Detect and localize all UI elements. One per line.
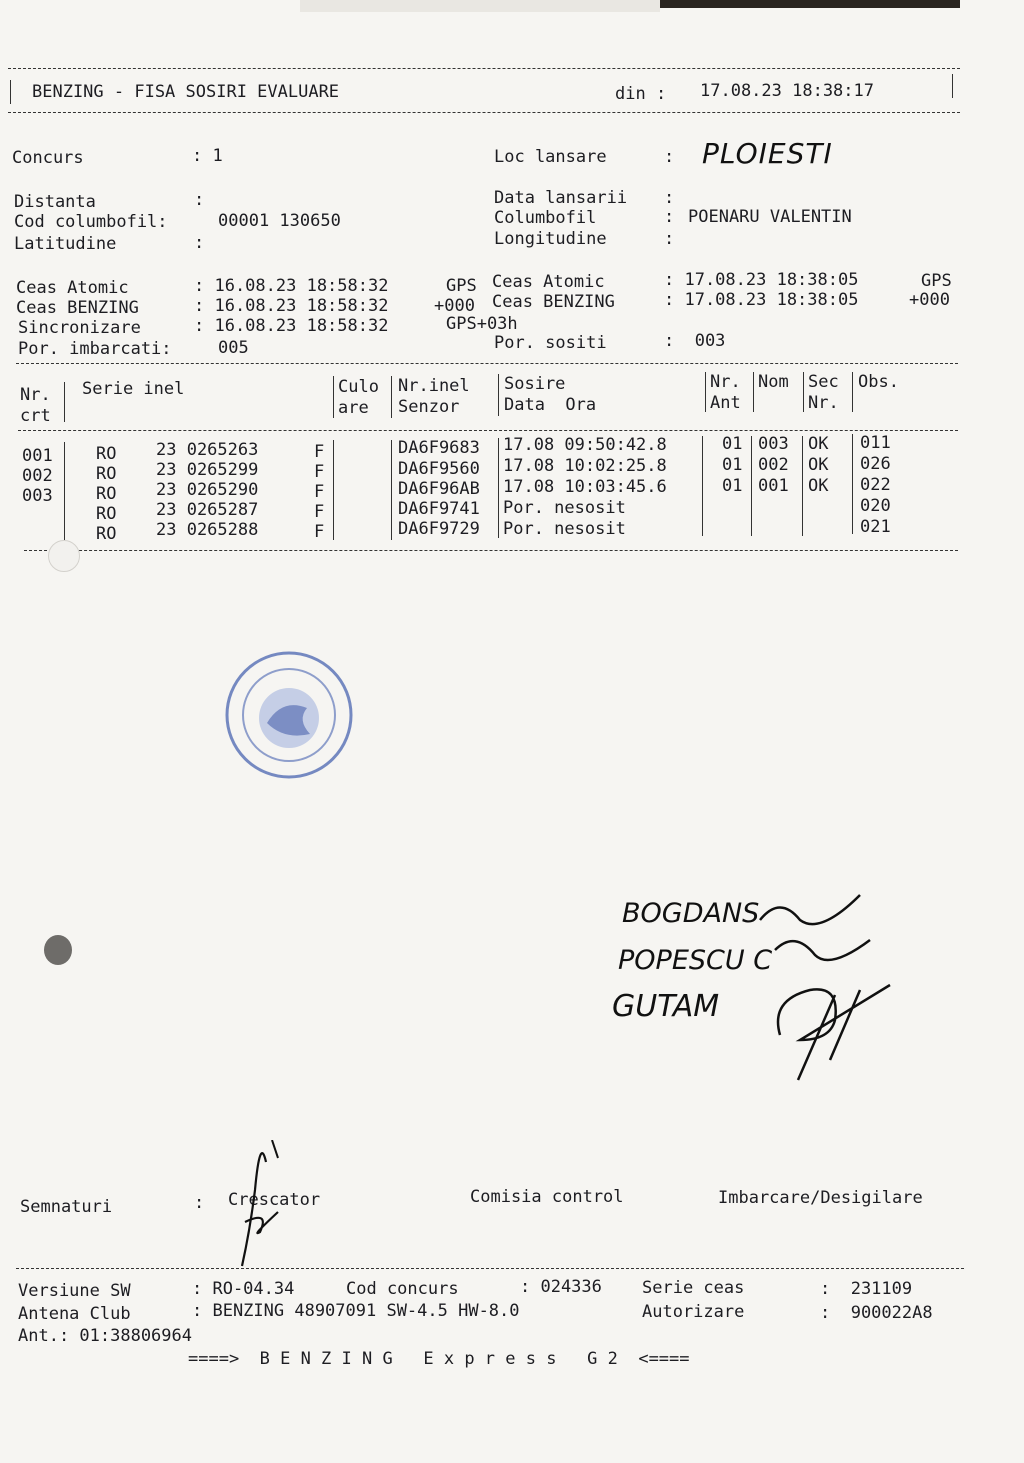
club-stamp: [222, 648, 356, 782]
semnaturi-label: Semnaturi: [20, 1197, 113, 1217]
row-sec: OK: [808, 476, 829, 496]
footer-rule: [16, 1268, 964, 1269]
clock-right-value-1: : 17.08.23 18:38:05: [664, 290, 859, 310]
col-head-data-ora: Data Ora: [504, 395, 597, 415]
header-top-rule: [8, 68, 960, 69]
columbofil-value: POENARU VALENTIN: [688, 207, 852, 227]
distanta-value: :: [194, 190, 205, 210]
head-sep-7: [803, 372, 804, 412]
row-sosire: 17.08 10:03:45.6: [503, 477, 667, 497]
crt-number: 003: [22, 486, 53, 506]
comisia-control-label: Comisia control: [470, 1187, 624, 1207]
head-sep-8: [852, 372, 853, 412]
latitudine-value: :: [194, 233, 205, 253]
col-head-ant: Ant: [710, 393, 741, 413]
body-sep-2: [333, 440, 334, 540]
breeder-signature: [230, 1140, 290, 1270]
row-obs: 022: [860, 475, 891, 495]
row-ring: 23 0265287: [156, 500, 259, 520]
table-header-rule: [18, 430, 958, 431]
head-sep-1: [64, 382, 65, 422]
clock-left-value-0: : 16.08.23 18:58:32: [194, 276, 389, 296]
longitudine-label: Longitudine: [494, 229, 607, 249]
antena-value: : BENZING 48907091 SW-4.5 HW-8.0: [192, 1301, 520, 1321]
col-head-nr-inel: Nr.inel: [398, 376, 470, 396]
row-country: RO: [96, 484, 117, 504]
header-left-bar: [10, 80, 11, 104]
col-head-sec-nr: Nr.: [808, 393, 839, 413]
row-sensor: DA6F96AB: [398, 479, 480, 499]
dark-strip: [660, 0, 960, 8]
por-sositi-value: : 003: [664, 331, 726, 351]
row-sosire: 17.08 09:50:42.8: [503, 435, 667, 455]
brand-line: ====> B E N Z I N G E x p r e s s G 2 <====: [188, 1349, 690, 1369]
body-sep-1: [64, 442, 65, 540]
body-sep-8: [852, 434, 853, 534]
clock-left-value-1: : 16.08.23 18:58:32: [194, 296, 389, 316]
clock-left-label-0: Ceas Atomic: [16, 278, 129, 298]
punch-hole: [44, 935, 72, 965]
col-head-senzor: Senzor: [398, 397, 460, 417]
clock-right-label-1: Ceas BENZING: [492, 292, 615, 312]
handwritten-name: GUTAM: [612, 989, 720, 1024]
crt-number: 002: [22, 466, 53, 486]
clock-right-label-0: Ceas Atomic: [492, 272, 605, 292]
row-sex: F: [314, 502, 325, 522]
concurs-label: Concurs: [12, 148, 84, 168]
ant-line: Ant.: 01:38806964: [18, 1326, 192, 1346]
clock-left-tag-1: +000: [434, 296, 475, 316]
row-ant: 01: [722, 434, 743, 454]
loc-lansare-handwritten: PLOIESTI: [702, 137, 833, 170]
col-head-nr-ant: Nr.: [710, 372, 741, 392]
handwritten-name: POPESCU C: [618, 945, 773, 976]
versiune-value: : RO-04.34: [192, 1279, 295, 1299]
crt-number: 001: [22, 446, 53, 466]
cod-concurs-label: Cod concurs: [346, 1279, 459, 1299]
col-head-nr: Nr.: [20, 385, 51, 405]
antena-label: Antena Club: [18, 1304, 131, 1324]
clock-left-tag-2: GPS+03h: [446, 314, 518, 334]
row-ring: 23 0265263: [156, 440, 259, 460]
row-obs: 021: [860, 517, 891, 537]
clock-left-label-2: Sincronizare: [18, 318, 141, 338]
row-sex: F: [314, 462, 325, 482]
table-top-rule: [16, 363, 958, 364]
col-head-crt: crt: [20, 406, 51, 426]
clock-right-tag-0: GPS: [921, 271, 952, 291]
row-sosire: 17.08 10:02:25.8: [503, 456, 667, 476]
row-ant: 01: [722, 476, 743, 496]
table-bottom-rule: [24, 550, 958, 551]
row-sex: F: [314, 522, 325, 542]
clock-left-tag-0: GPS: [446, 276, 477, 296]
imbarcare-label: Imbarcare/Desigilare: [718, 1188, 923, 1208]
serie-ceas-value: : 231109: [820, 1279, 913, 1299]
row-sensor: DA6F9560: [398, 459, 480, 479]
row-obs: 011: [860, 433, 891, 453]
row-ring: 23 0265288: [156, 520, 259, 540]
por-imbarcati-label: Por. imbarcati:: [18, 339, 172, 359]
commission-signature: [740, 890, 910, 1090]
latitudine-label: Latitudine: [14, 234, 117, 254]
col-head-are: are: [338, 398, 369, 418]
head-sep-4: [498, 374, 499, 416]
distanta-label: Distanta: [14, 192, 96, 212]
row-sex: F: [314, 442, 325, 462]
loc-lansare-label: Loc lansare: [494, 147, 607, 167]
semnaturi-sep: :: [194, 1193, 205, 1213]
row-ring: 23 0265290: [156, 480, 259, 500]
por-sositi-label: Por. sositi: [494, 333, 607, 353]
head-sep-6: [753, 372, 754, 412]
row-sensor: DA6F9741: [398, 499, 480, 519]
din-label: din :: [615, 84, 667, 104]
torn-strip: [300, 0, 660, 12]
row-sec: OK: [808, 434, 829, 454]
row-nom: 001: [758, 476, 789, 496]
row-obs: 020: [860, 496, 891, 516]
cod-concurs-value: : 024336: [520, 1277, 602, 1297]
col-head-sec: Sec: [808, 372, 839, 392]
page-title: BENZING - FISA SOSIRI EVALUARE: [32, 82, 340, 102]
body-sep-4: [498, 438, 499, 538]
head-sep-5: [705, 372, 706, 412]
data-lansarii-label: Data lansarii: [494, 188, 628, 208]
crescator-label: Crescator: [228, 1190, 321, 1210]
header-bottom-rule: [8, 112, 960, 113]
row-country: RO: [96, 464, 117, 484]
punch-hole: [48, 540, 80, 572]
col-head-nom: Nom: [758, 372, 789, 392]
concurs-value: : 1: [192, 146, 223, 166]
row-sensor: DA6F9729: [398, 519, 480, 539]
col-head-sosire: Sosire: [504, 374, 566, 394]
row-nom: 002: [758, 455, 789, 475]
clock-right-tag-1: +000: [909, 290, 950, 310]
row-obs: 026: [860, 454, 891, 474]
columbofil-label: Columbofil: [494, 208, 597, 228]
row-sec: OK: [808, 455, 829, 475]
row-country: RO: [96, 444, 117, 464]
row-ant: 01: [722, 455, 743, 475]
row-sosire: Por. nesosit: [503, 519, 626, 539]
body-sep-6: [751, 436, 752, 536]
col-head-serie-inel: Serie inel: [82, 379, 185, 399]
clock-right-value-0: : 17.08.23 18:38:05: [664, 270, 859, 290]
body-sep-3: [391, 440, 392, 540]
cod-columbofil-label: Cod columbofil:: [14, 212, 168, 232]
row-country: RO: [96, 504, 117, 524]
row-ring: 23 0265299: [156, 460, 259, 480]
col-head-culo: Culo: [338, 377, 379, 397]
columbofil-sep: :: [664, 207, 675, 227]
cod-columbofil-value: 00001 130650: [218, 211, 341, 231]
longitudine-value: :: [664, 229, 675, 249]
row-country: RO: [96, 524, 117, 544]
header-right-bar: [952, 74, 953, 98]
col-head-obs: Obs.: [858, 372, 899, 392]
por-imbarcati-value: 005: [218, 338, 249, 358]
row-sensor: DA6F9683: [398, 438, 480, 458]
data-lansarii-value: :: [664, 188, 675, 208]
handwritten-name: BOGDANS: [622, 898, 760, 929]
serie-ceas-label: Serie ceas: [642, 1278, 745, 1298]
head-sep-3: [391, 376, 392, 418]
clock-left-value-2: : 16.08.23 18:58:32: [194, 316, 389, 336]
print-datetime: 17.08.23 18:38:17: [700, 81, 874, 101]
autorizare-label: Autorizare: [642, 1302, 745, 1322]
loc-lansare-sep: :: [664, 147, 675, 167]
head-sep-2: [333, 376, 334, 418]
body-sep-5: [702, 436, 703, 536]
row-nom: 003: [758, 434, 789, 454]
row-sosire: Por. nesosit: [503, 498, 626, 518]
row-sex: F: [314, 482, 325, 502]
body-sep-7: [802, 436, 803, 536]
autorizare-value: : 900022A8: [820, 1303, 933, 1323]
clock-left-label-1: Ceas BENZING: [16, 298, 139, 318]
versiune-label: Versiune SW: [18, 1281, 131, 1301]
